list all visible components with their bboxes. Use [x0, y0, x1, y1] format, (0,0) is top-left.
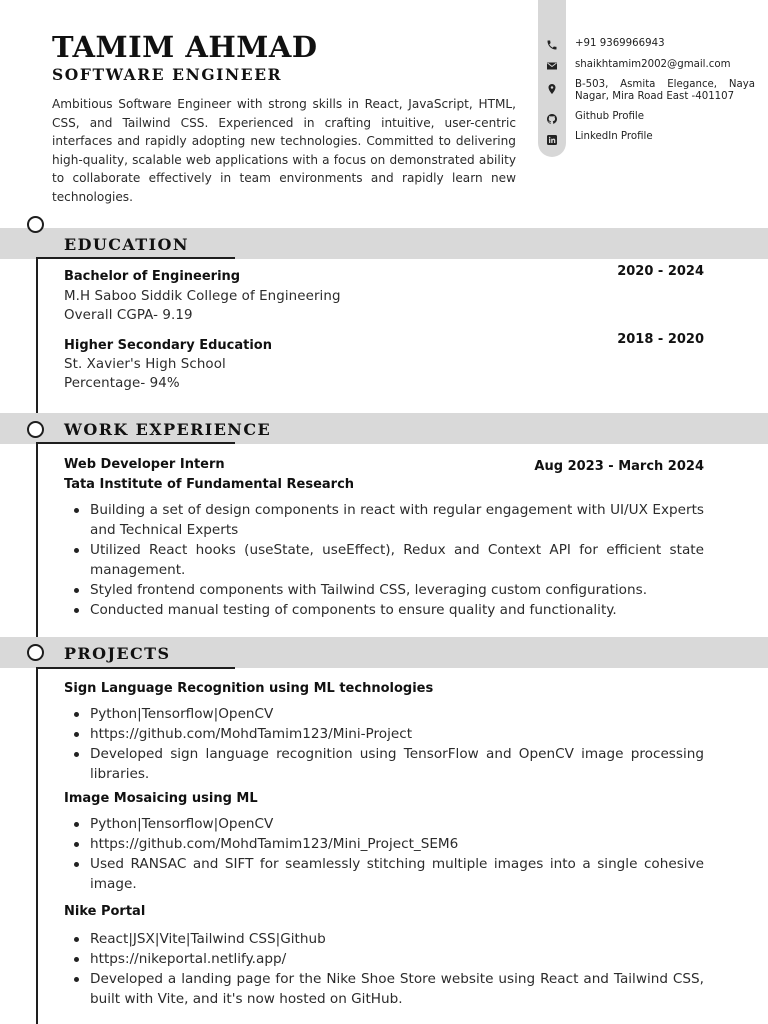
list-item: Python|Tensorflow|OpenCV: [64, 704, 704, 724]
project-bullet-list: [64, 929, 704, 1009]
project-name: Nike Portal: [64, 904, 146, 919]
list-item: Python|Tensorflow|OpenCV: [64, 814, 704, 834]
list-item: Developed sign language recognition using TensorFlow and OpenCV image processing libraries.: [64, 744, 704, 784]
email-address[interactable]: shaikhtamim2002@gmail.com: [575, 59, 731, 70]
phone-icon: [546, 39, 558, 51]
github-icon: [546, 113, 558, 125]
education-school: St. Xavier's High School: [64, 357, 226, 372]
section-title-projects: PROJECTS: [64, 644, 171, 663]
education-dates: 2020 - 2024: [617, 264, 704, 279]
section-underline: [36, 442, 235, 444]
experience-dates: Aug 2023 - March 2024: [534, 459, 704, 474]
list-item[interactable]: https://nikeportal.netlify.app/: [64, 949, 704, 969]
section-underline: [36, 667, 235, 669]
timeline-node: [27, 421, 44, 438]
profile-summary: Ambitious Software Engineer with strong skills in React, JavaScript, HTML, CSS, and Tailwind CSS. Experienced in crafting intuitive, user-centric interfaces and rapidly adopting new technologies. Committed to delivering high-quality, scalable web applications with a focus on demonstrated ability to collaborate effectively in team environments and rapidly learn new technologies.: [52, 97, 516, 204]
experience-role: Web Developer Intern: [64, 457, 225, 472]
education-degree: Higher Secondary Education: [64, 338, 272, 353]
project-bullet-list: [64, 814, 704, 894]
email-icon: [546, 60, 558, 72]
project-bullet-list: [64, 704, 704, 784]
list-item: Used RANSAC and SIFT for seamlessly stitching multiple images into a single cohesive image.: [64, 854, 704, 894]
list-item: Developed a landing page for the Nike Shoe Store website using React and Tailwind CSS, built with Vite, and it's now hosted on GitHub.: [64, 969, 704, 1009]
section-title-education: EDUCATION: [64, 235, 189, 254]
list-item[interactable]: https://github.com/MohdTamim123/Mini-Project: [64, 724, 704, 744]
list-item: Utilized React hooks (useState, useEffect), Redux and Context API for efficient state management.: [64, 540, 704, 580]
experience-bullet-list: [64, 500, 704, 620]
education-dates: 2018 - 2020: [617, 332, 704, 347]
home-address: B-503, Asmita Elegance, Naya Nagar, Mira Road East -401107: [575, 79, 755, 102]
section-underline: [36, 257, 235, 259]
list-item: Conducted manual testing of components to ensure quality and functionality.: [64, 600, 704, 620]
linkedin-icon: [546, 134, 558, 146]
project-name: Image Mosaicing using ML: [64, 791, 258, 806]
education-score: Overall CGPA- 9.19: [64, 308, 193, 323]
education-school: M.H Saboo Siddik College of Engineering: [64, 289, 341, 304]
job-title: SOFTWARE ENGINEER: [52, 65, 283, 84]
experience-company: Tata Institute of Fundamental Research: [64, 477, 355, 492]
location-pin-icon: [546, 83, 558, 95]
linkedin-profile-link[interactable]: LinkedIn Profile: [575, 131, 653, 142]
candidate-name: TAMIM AHMAD: [52, 30, 318, 64]
timeline-node: [27, 644, 44, 661]
phone-number: +91 9369966943: [575, 38, 665, 49]
section-title-experience: WORK EXPERIENCE: [64, 420, 272, 439]
list-item: React|JSX|Vite|Tailwind CSS|Github: [64, 929, 704, 949]
list-item[interactable]: https://github.com/MohdTamim123/Mini_Project_SEM6: [64, 834, 704, 854]
list-item: Styled frontend components with Tailwind CSS, leveraging custom configurations.: [64, 580, 704, 600]
education-score: Percentage- 94%: [64, 376, 180, 391]
list-item: Building a set of design components in react with regular engagement with UI/UX Experts and Technical Experts: [64, 500, 704, 540]
timeline-line: [36, 224, 38, 1024]
github-profile-link[interactable]: Github Profile: [575, 111, 645, 122]
education-degree: Bachelor of Engineering: [64, 269, 241, 284]
project-name: Sign Language Recognition using ML technologies: [64, 681, 434, 696]
timeline-node: [27, 216, 44, 233]
